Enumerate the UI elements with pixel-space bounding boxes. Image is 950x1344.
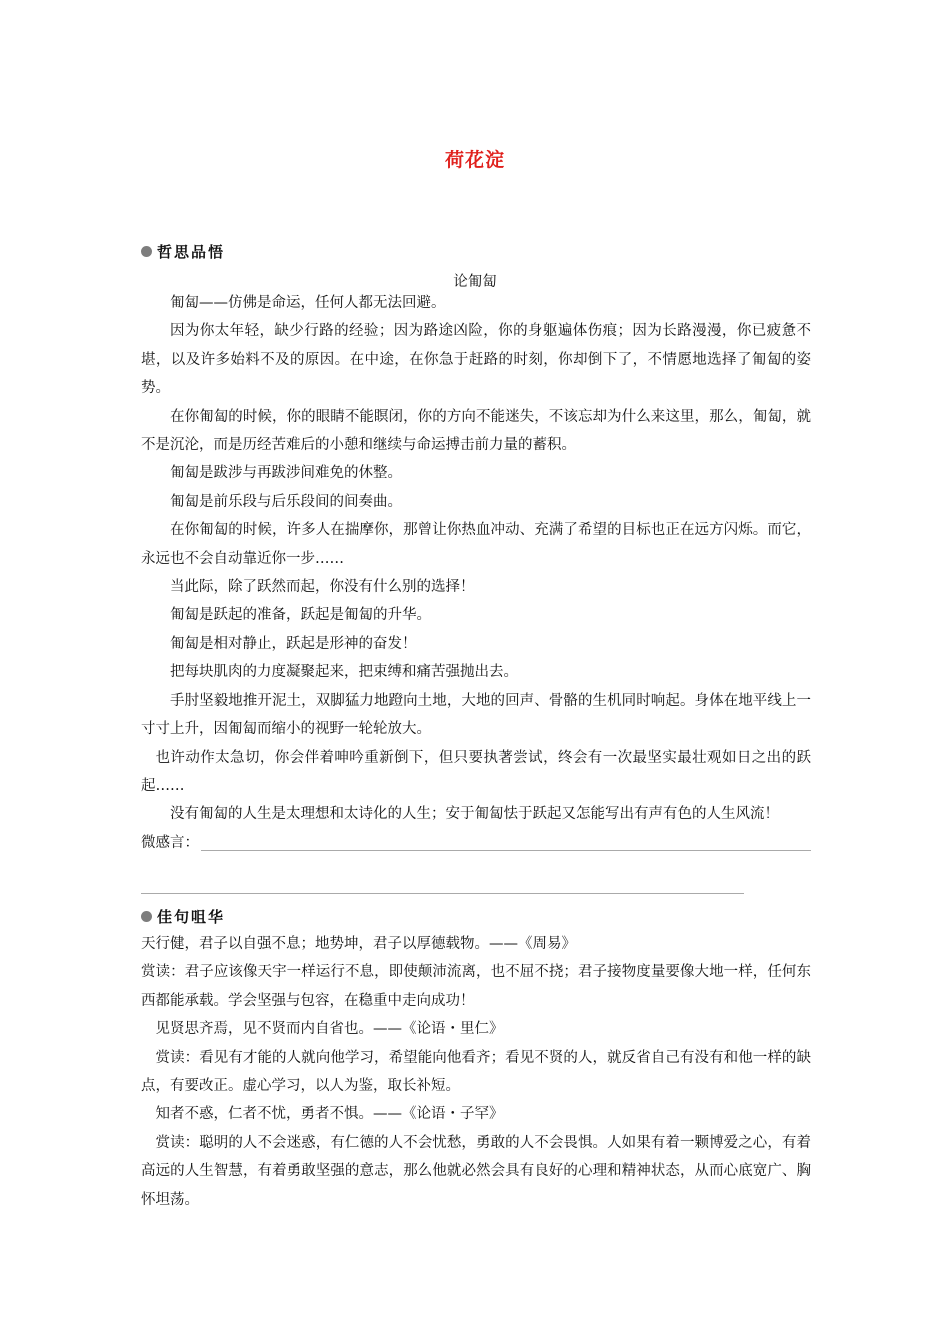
ganyan-label: 微感言： (141, 834, 199, 851)
page-title: 荷花淀 (444, 149, 505, 171)
ganyan-row (141, 829, 811, 857)
paragraph: 当此际，除了跃然而起，你没有什么别的选择！ (170, 579, 475, 596)
appreciation: 赏读：君子应该像天宇一样运行不息，即使颠沛流离，也不屈不挠；君子接物度量要像大地一样，任何东西都能承载。学会坚强与包容，在稳重中走向成功！ (141, 964, 811, 1009)
section-header-label: 佳句咀华 (157, 907, 226, 926)
bullet-icon (141, 911, 152, 922)
bullet-icon (141, 246, 152, 257)
appreciation: 赏读：看见有才能的人就向他学习，希望能向他看齐；看见不贤的人，就反省自己有没有和他一样的缺点，有要改正。虚心学习，以人为鉴，取长补短。 (141, 1049, 811, 1095)
section-header-label: 哲思品悟 (157, 242, 226, 261)
ganyan-blank-line-2[interactable] (141, 893, 744, 894)
section-header-zhesi (141, 239, 225, 263)
paragraph: 手肘坚毅地推开泥土，双脚猛力地蹬向土地，大地的回声、骨骼的生机同时响起。身体在地平线上一寸寸上升，因匍匐而缩小的视野一轮轮放大。 (141, 692, 811, 738)
paragraph: 在你匍匐的时候，许多人在揣摩你，那曾让你热血冲动、充满了希望的目标也正在远方闪烁。而它，永远也不会自动靠近你一步…… (141, 522, 811, 567)
quote: 知者不惑，仁者不忧，勇者不惧。——《论语・子罕》 (155, 1106, 504, 1123)
paragraph: 在你匍匐的时候，你的眼睛不能瞑闭，你的方向不能迷失，不该忘却为什么来这里，那么，匍匐，就不是沉沦，而是历经苦难后的小憩和继续与命运搏击前力量的蓄积。 (141, 408, 811, 454)
article-title: 论匍匐 (453, 274, 497, 290)
quote: 见贤思齐焉，见不贤而内自省也。——《论语・里仁》 (155, 1021, 504, 1038)
paragraph: 匍匐是跃起的准备，跃起是匍匐的升华。 (170, 607, 431, 624)
paragraph: 没有匍匐的人生是太理想和太诗化的人生；安于匍匐怯于跃起又怎能写出有声有色的人生风流！ (170, 806, 779, 823)
section-header-jiaju (141, 904, 225, 928)
paragraph: 把每块肌肉的力度凝聚起来，把束缚和痛苦强抛出去。 (170, 664, 518, 681)
quotes-body (141, 930, 811, 1214)
quote: 天行健，君子以自强不息；地势坤，君子以厚德载物。——《周易》 (141, 936, 576, 952)
appreciation: 赏读：聪明的人不会迷惑，有仁德的人不会忧愁，勇敢的人不会畏惧。人如果有着一颗博爱之心，有着高远的人生智慧，有着勇敢坚强的意志，那么他就必然会具有良好的心理和精神状态，从而心底宽广、胸怀坦荡。 (141, 1134, 811, 1208)
paragraph: 匍匐——仿佛是命运，任何人都无法回避。 (170, 295, 446, 311)
paragraph: 匍匐是相对静止，跃起是形神的奋发！ (170, 635, 417, 652)
paragraph: 因为你太年轻，缺少行路的经验；因为路途凶险，你的身躯遍体伤痕；因为长路漫漫，你已疲惫不堪，以及许多始料不及的原因。在中途，在你急于赶路的时刻，你却倒下了，不情愿地选择了匍匐的姿势。 (141, 323, 811, 397)
ganyan-blank-line[interactable] (201, 850, 811, 851)
article-body (141, 289, 811, 857)
paragraph: 匍匐是跋涉与再跋涉间难免的休整。 (170, 465, 402, 482)
paragraph: 匍匐是前乐段与后乐段间的间奏曲。 (170, 493, 402, 510)
paragraph: 也许动作太急切，你会伴着呻吟重新倒下，但只要执著尝试，终会有一次最坚实最壮观如日之出的跃起…… (141, 749, 811, 794)
